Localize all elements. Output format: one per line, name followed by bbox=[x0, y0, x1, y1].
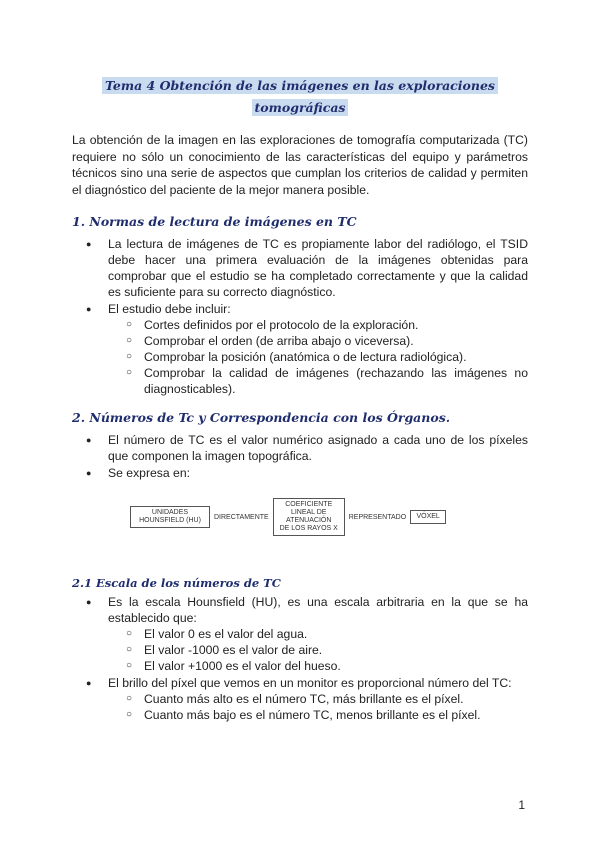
sub-list bbox=[108, 691, 528, 723]
section-1-list bbox=[72, 236, 528, 398]
list-item bbox=[72, 236, 528, 300]
sub-list-item: ○ Cuanto más alto es el número TC, más brillante es el píxel. bbox=[108, 691, 528, 707]
list-item bbox=[72, 594, 528, 674]
sub-list-item: ○ Comprobar el orden (de arriba abajo o viceversa). bbox=[108, 333, 528, 349]
box-text: DE LOS RAYOS X bbox=[279, 525, 338, 532]
bullet-text: Es la escala Hounsfield (HU), es una escala arbitraria en la que se ha establecido que: bbox=[108, 595, 528, 625]
connector-label: DIRECTAMENTE bbox=[214, 513, 269, 521]
sub-list-item: ○ Comprobar la calidad de imágenes (rechazando las imágenes no diagnosticables). bbox=[108, 365, 528, 397]
voxel-box: VÓXEL bbox=[410, 510, 446, 524]
box-text: LINEAL DE bbox=[290, 509, 327, 516]
bullet-text: La lectura de imágenes de TC es propiamente labor del radiólogo, el TSID debe hacer una primera evaluación de la imágenes obtenidas para comprobar que el estudio se ha completado correctamente y que la calidad es suficiente para su correcto diagnóstico. bbox=[108, 237, 528, 299]
list-item bbox=[72, 432, 528, 464]
title-line-2: tomográficas bbox=[252, 99, 349, 116]
bullet-text: El número de TC es el valor numérico asignado a cada uno de los píxeles que componen la imagen topográfica. bbox=[108, 433, 528, 463]
connector-label: REPRESENTADO bbox=[348, 513, 407, 521]
sub-list-item: ○ El valor -1000 es el valor de aire. bbox=[108, 642, 528, 658]
list-item bbox=[72, 675, 528, 723]
section-2-list bbox=[72, 432, 528, 482]
box-text: HOUNSFIELD (HU) bbox=[139, 517, 201, 524]
box-text: UNIDADES bbox=[151, 509, 189, 516]
box-text: COEFICIENTE bbox=[285, 501, 333, 508]
page-number: 1 bbox=[518, 798, 525, 812]
title-line-1: Tema 4 Obtención de las imágenes en las exploraciones bbox=[102, 77, 498, 94]
section-2-heading: 2. Números de Tc y Correspondencia con los Órganos. bbox=[72, 410, 451, 425]
attenuation-coefficient-box bbox=[273, 498, 345, 536]
bullet-text: El estudio debe incluir: bbox=[108, 302, 231, 316]
section-2-1-heading: 2.1 Escala de los números de TC bbox=[72, 576, 281, 590]
bullet-text: Se expresa en: bbox=[108, 466, 190, 480]
sub-list bbox=[108, 317, 528, 397]
list-item bbox=[72, 465, 528, 481]
sub-list-item: ○ Cuanto más bajo es el número TC, menos brillante es el píxel. bbox=[108, 707, 528, 723]
section-1-heading: 1. Normas de lectura de imágenes en TC bbox=[72, 214, 357, 229]
sub-list-item: ○ Cortes definidos por el protocolo de la exploración. bbox=[108, 317, 528, 333]
hounsfield-flow-diagram bbox=[130, 497, 446, 537]
intro-paragraph: La obtención de la imagen en las exploraciones de tomografía computarizada (TC) requiere no sólo un conocimiento de las características del equipo y parámetros técnicos sino una serie de aspectos que cumplan los criterios de calidad y permiten el diagnóstico del paciente de la mejor manera posible. bbox=[72, 133, 528, 197]
bullet-text: El brillo del píxel que vemos en un monitor es proporcional número del TC: bbox=[108, 676, 512, 690]
sub-list-item: ○ Comprobar la posición (anatómica o de lectura radiológica). bbox=[108, 349, 528, 365]
sub-list-item: ○ El valor 0 es el valor del agua. bbox=[108, 626, 528, 642]
section-2-1-list bbox=[72, 594, 528, 724]
hounsfield-units-box bbox=[130, 506, 210, 528]
sub-list-item: ○ El valor +1000 es el valor del hueso. bbox=[108, 658, 528, 674]
list-item bbox=[72, 301, 528, 397]
box-text: ATENUACIÓN bbox=[286, 517, 332, 524]
document-title bbox=[72, 75, 528, 119]
sub-list bbox=[108, 626, 528, 674]
